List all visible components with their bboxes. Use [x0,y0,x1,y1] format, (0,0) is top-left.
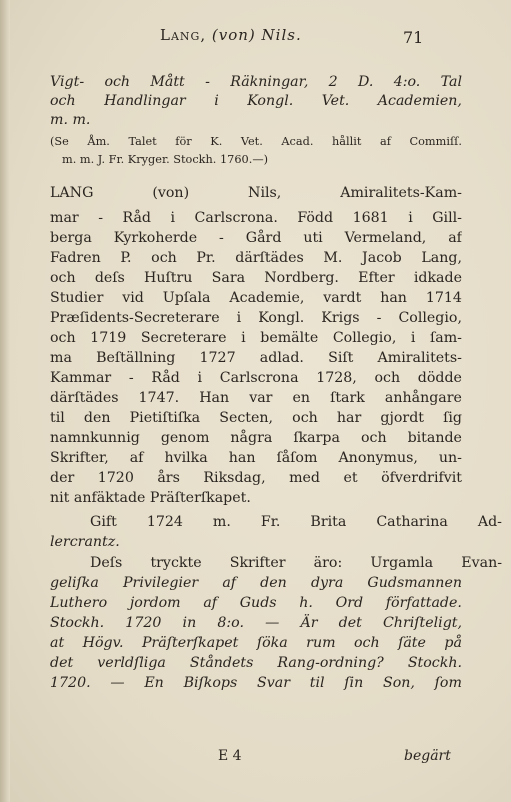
word: och [104,74,131,90]
word: geliſka [50,575,99,591]
text-line [50,208,462,228]
text-line [50,468,462,488]
word: Efter [358,270,395,286]
word: det [338,615,362,631]
word: den [260,575,287,591]
word: Collegio, [332,330,397,346]
word: Krigs [321,310,360,326]
text-line [50,72,462,92]
word: i [236,310,242,326]
text-line [50,408,462,428]
word: Commiſſ. [409,135,462,148]
word: bitande [407,430,462,446]
word: ſäte [398,635,426,651]
word: Mått [150,74,185,90]
text-line [50,448,462,468]
word: (von) [152,185,190,201]
word: i [170,210,176,226]
word: Biſkops [183,675,238,691]
text-line [50,248,462,268]
page-number: 71 [403,28,424,47]
word: författade. [385,595,462,611]
word: för [175,135,192,148]
word: der [50,470,75,486]
word: un- [438,450,462,466]
word: Högv. [82,635,124,651]
word: - [128,370,134,386]
word: genom [160,430,210,446]
word: dödde [417,370,462,386]
word: Anonymus, [338,450,418,466]
word: En [144,675,164,691]
word: 1724 [146,514,183,530]
word: Pietiſtiſka [129,410,201,426]
word: Huſtru [144,270,193,286]
word: 1720 [97,470,134,486]
word: års [157,470,180,486]
word: han [228,450,256,466]
word: hvilka [164,450,208,466]
word: 1714 [425,290,462,306]
word: berga [50,230,92,246]
word: han [380,290,407,306]
word: Nordberg. [264,270,339,286]
word: Carlscrona [219,370,299,386]
word: et [343,470,358,486]
word: Skrifter [229,555,286,571]
word: i [197,370,203,386]
word: mar [50,210,79,226]
text-line [50,368,462,388]
word: och [50,270,76,286]
word: til [309,675,325,691]
word: Brita [310,514,347,530]
word: af [203,595,218,611]
word: at [50,635,65,651]
text-line: m. m. [50,112,91,128]
word: Talet [128,135,157,148]
word: Är [300,615,318,631]
word: Råd [151,370,180,386]
word: m. [212,514,231,530]
text-line [50,91,462,111]
header-given-name: Nils. [261,26,302,44]
word: Gill- [432,210,462,226]
word: i [241,330,246,346]
word: Ad- [477,514,502,530]
text-line [50,183,462,203]
word: Privilegier [123,575,199,591]
word: Vermeland, [344,230,427,246]
word: D. [358,74,374,90]
word: ſtark [330,390,365,406]
word: Guds [239,595,277,611]
word: gjordt [380,410,424,426]
word: och [360,430,387,446]
text-line [50,428,462,448]
word: 1720 [125,615,162,631]
word: af [448,230,462,246]
word: i [410,330,416,346]
word: Evan- [461,555,502,571]
word: K. [210,135,223,148]
word: Gård [245,230,282,246]
word: dyra [310,575,344,591]
text-line: nit anfäktade Präſterſkapet. [50,490,251,506]
word: har [336,410,362,426]
word: Amiralitets-Kam- [340,185,462,201]
word: Kongl. [247,93,294,109]
word: Kyrkoherde [113,230,198,246]
word: 1728, [316,370,357,386]
word: ſin [344,675,364,691]
word: Vet. [321,93,350,109]
word: Tal [440,74,462,90]
word: Academie, [229,290,305,306]
word: — [110,675,125,691]
word: - [98,210,103,226]
word: Acad. [281,135,314,148]
word: Råd [122,210,152,226]
word: äro: [313,555,343,571]
word: h. [299,595,313,611]
word: verldſliga [97,655,166,671]
word: Secreterare [140,330,227,346]
text-line [50,553,502,573]
word: Räkningar, [230,74,309,90]
signature-mark: E 4 [218,748,242,764]
text-line [50,228,462,248]
word: rum [306,635,336,651]
word: Stockh. [50,615,105,631]
word: Skrifter, [50,450,109,466]
word: Upſala [162,290,211,306]
text-line [50,328,462,348]
word: ſig [443,410,462,426]
word: Beſtällning [96,350,176,366]
word: ſöka [256,635,288,651]
word: tryckte [150,555,202,571]
text-line [50,593,462,613]
text-line [50,613,462,633]
word: Svar [257,675,291,691]
word: - [219,230,224,246]
word: 1720. [50,675,91,691]
catchword: begärt [404,748,451,764]
word: några [230,430,273,446]
word: ſåſom [276,450,318,466]
word: Ord [335,595,364,611]
word: jordom [129,595,181,611]
word: och [292,410,318,426]
word: därſtädes [235,250,304,266]
word: och [50,330,76,346]
word: Deſs [90,555,123,571]
word: Chriſteligt, [382,615,462,631]
word: Pr. [196,250,216,266]
word: adlad. [259,350,304,366]
word: Luthero [50,595,108,611]
text-line [50,673,462,693]
word: namnkunnig [50,430,140,446]
text-line: m. m. J. Fr. Kryger. Stockh. 1760.—) [62,153,269,166]
text-line [50,288,462,308]
word: in [182,615,197,631]
word: 1719 [90,330,127,346]
word: på [444,635,462,651]
word: 1681 [352,210,389,226]
word: Præſidents-Secreterare [50,310,220,326]
word: Riksdag, [203,470,266,486]
word: Jacob [362,250,402,266]
word: P. [120,250,132,266]
text-line [50,512,502,532]
word: med [289,470,321,486]
word: Academien, [377,93,462,109]
text-line: lercrantz. [50,534,120,550]
word: Amiralitets- [377,350,462,366]
running-header [160,26,420,44]
word: ſkarpa [293,430,340,446]
word: Sara [211,270,246,286]
word: var [249,390,273,406]
word: Han [199,390,230,406]
word: Stockh. [407,655,462,671]
word: Secten, [219,410,274,426]
word: 4:o. [393,74,421,90]
word: bemälte [260,330,319,346]
text-line [50,268,462,288]
word: ſom [434,675,462,691]
word: Född [297,210,334,226]
word: det [50,655,74,671]
word: Vet. [240,135,263,148]
word: Urgamla [370,555,434,571]
word: til [50,410,65,426]
word: ſam- [430,330,462,346]
text-line [50,653,462,673]
word: - [376,310,382,326]
word: af [129,450,144,466]
word: Carlscrona. [194,210,278,226]
word: uti [303,230,323,246]
word: Gudsmannen [367,575,462,591]
word: 2 [328,74,338,90]
word: vid [122,290,144,306]
text-line [50,573,462,593]
word: hållit [332,135,362,148]
word: 1747. [138,390,180,406]
word: Rang-ordning? [277,655,384,671]
word: Lang, [421,250,462,266]
word: idkade [413,270,462,286]
word: 8:o. [217,615,244,631]
word: öfverdrifvit [381,470,462,486]
word: 1727 [199,350,236,366]
word: LANG [50,185,94,201]
word: ma [50,350,72,366]
word: Handlingar [104,93,186,109]
word: (Se [50,135,69,148]
text-line [50,308,462,328]
word: af [222,575,237,591]
word: Kammar [50,370,112,386]
word: Ståndets [189,655,254,671]
word: och [50,93,76,109]
word: Nils, [248,185,282,201]
word: Catharina [376,514,448,530]
text-line [50,633,462,653]
word: Kongl. [258,310,305,326]
text-line [50,348,462,368]
word: Vigt- [50,74,85,90]
page-spine-shadow [0,0,10,802]
word: Åm. [87,135,110,148]
header-particle: (von) [211,26,256,44]
word: Collegio, [398,310,462,326]
word: Präſterſkapet [141,635,239,651]
word: därſtädes [50,390,119,406]
word: af [379,135,391,148]
word: vardt [323,290,362,306]
word: Fadren [50,250,101,266]
word: den [83,410,111,426]
word: Gift [90,514,117,530]
word: M. [323,250,343,266]
word: och [354,635,380,651]
word: anhångare [384,390,462,406]
text-line [50,132,462,152]
word: i [214,93,219,109]
word: och [151,250,177,266]
word: Son, [382,675,415,691]
word: - [205,74,210,90]
text-line [50,388,462,408]
word: en [292,390,311,406]
word: Fr. [260,514,281,530]
word: i [408,210,413,226]
word: — [265,615,280,631]
word: Studier [50,290,104,306]
header-surname: Lang, [160,26,207,44]
word: deſs [94,270,125,286]
word: Siſt [328,350,354,366]
word: och [374,370,401,386]
